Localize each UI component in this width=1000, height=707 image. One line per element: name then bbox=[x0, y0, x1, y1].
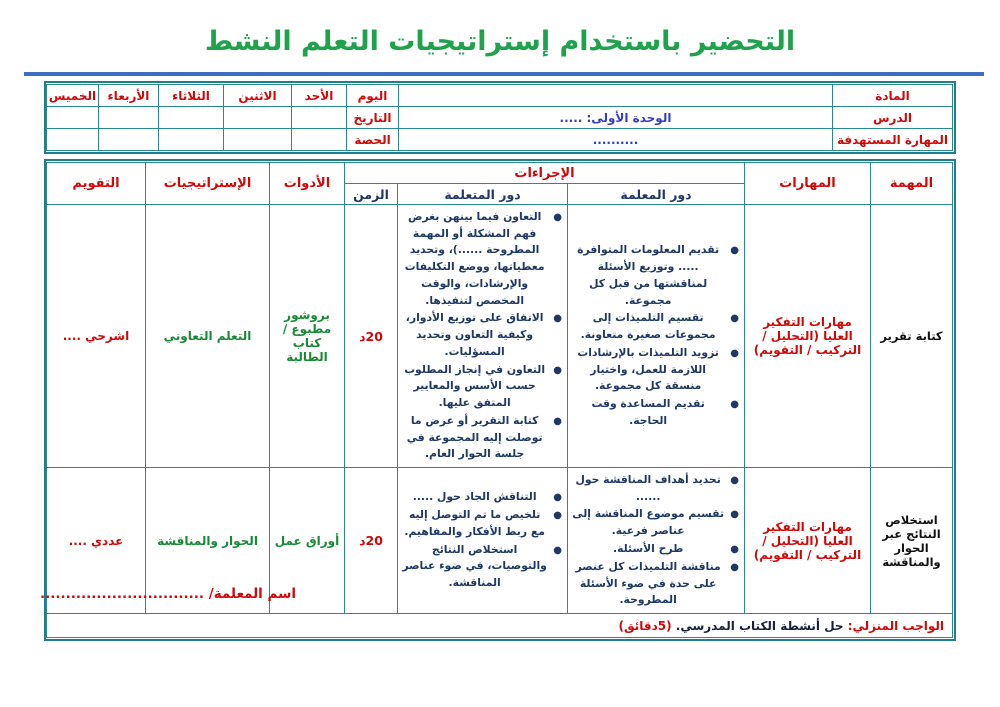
lesson-plan-table bbox=[39, 159, 956, 641]
period-cell bbox=[224, 129, 292, 151]
date-cell bbox=[47, 107, 99, 129]
unit-dots: .......... bbox=[399, 129, 833, 151]
teacher-name-line: اسم المعلمة/ ................................ bbox=[39, 586, 296, 602]
bullet-icon: ● bbox=[553, 212, 562, 223]
skills-cell: مهارات التفكير العليا (التحليل / التركيب / التقويم) bbox=[745, 205, 871, 468]
list-item: ● مناقشة التلميذات كل عنصر على حدة في ضوء الأسئلة المطروحة. bbox=[575, 559, 739, 607]
list-item: ● تقديم المعلومات المتوافرة ..... وتوزيع الأسئلة لمناقشتها من قبل كل مجموعة. bbox=[577, 243, 739, 307]
bullet-icon: ● bbox=[730, 245, 739, 257]
homework-label: الواجب المنزلي: bbox=[847, 618, 944, 633]
bullet-icon: ● bbox=[730, 543, 739, 555]
bullet-icon: ● bbox=[553, 492, 562, 504]
date-cell bbox=[159, 107, 224, 129]
bullet-icon: ● bbox=[553, 364, 562, 376]
task-cell: كتابة تقرير bbox=[871, 205, 953, 468]
list-item: ● تقسيم التلميذات إلى مجموعات صغيرة متعاونة. bbox=[580, 311, 739, 342]
list-item: ● تقديم المساعدة وقت الحاجة. bbox=[591, 397, 739, 427]
page-title: التحضير باستخدام إستراتيجيات التعلم النشط bbox=[204, 26, 796, 57]
teacher-role-cell bbox=[568, 468, 745, 614]
bullet-icon: ● bbox=[553, 313, 562, 325]
list-item: ● التناقش الجاد حول ..... bbox=[401, 489, 562, 506]
time-cell: 20د bbox=[345, 205, 398, 468]
task-cell: استخلاص النتائج عبر الحوار والمناقشة bbox=[871, 468, 953, 614]
day-sunday: الأحد bbox=[292, 85, 347, 107]
strategy-cell: الحوار والمناقشة bbox=[146, 468, 270, 614]
skills-cell: مهارات التفكير العليا (التحليل / التركيب / التقويم) bbox=[745, 468, 871, 614]
strategy-cell: التعلم التعاوني bbox=[146, 205, 270, 468]
subject-value-cell bbox=[399, 85, 833, 107]
period-label: الحصة bbox=[347, 129, 399, 151]
bullet-icon: ● bbox=[553, 544, 562, 556]
list-item: ● كتابة التقرير أو عرض ما توصلت إليه المجموعة في جلسة الحوار العام. bbox=[406, 413, 562, 461]
list-item: ● تلخيص ما تم التوصل إليه مع ربط الأفكار والمفاهيم. bbox=[404, 508, 562, 538]
day-tuesday: الثلاثاء bbox=[159, 85, 224, 107]
period-cell bbox=[159, 129, 224, 151]
lesson-label: الدرس bbox=[833, 107, 953, 129]
evaluation-cell: عددي .... bbox=[47, 468, 146, 614]
date-cell bbox=[292, 107, 347, 129]
title-underline bbox=[24, 72, 984, 76]
bullet-icon: ● bbox=[730, 561, 739, 573]
day-thursday: الخميس bbox=[47, 85, 99, 107]
homework-cell bbox=[47, 614, 953, 638]
tools-cell: بروشور مطبوع / كتاب الطالبة bbox=[270, 205, 345, 468]
list-item: ● الاتفاق على توزيع الأدوار، وكيفية التعاون وتحديد المسؤليات. bbox=[405, 311, 562, 358]
header-strategies: الإستراتيجيات bbox=[146, 163, 270, 205]
info-table bbox=[44, 81, 956, 154]
homework-text: حل أنشطة الكتاب المدرسي. bbox=[671, 618, 848, 633]
day-wednesday: الأربعاء bbox=[99, 85, 159, 107]
evaluation-cell: اشرحي .... bbox=[47, 205, 146, 468]
list-item: ● تقسيم موضوع المناقشة إلى عناصر فرعية. bbox=[572, 507, 739, 538]
date-cell bbox=[99, 107, 159, 129]
header-skills: المهارات bbox=[745, 163, 871, 205]
list-item: ● التعاون فيما بينهن بغرض فهم المشكلة أو المهمة المطروحة ......)، وتحديد معطياتها، ووضع التكليفات والإرشادات، والوقت المخصص لتنفيذها. bbox=[404, 210, 562, 307]
teacher-role-cell bbox=[568, 205, 745, 468]
learner-role-cell bbox=[398, 205, 568, 468]
header-learner-role: دور المتعلمة bbox=[398, 184, 568, 205]
header-teacher-role: دور المعلمة bbox=[568, 184, 745, 205]
tools-cell: أوراق عمل bbox=[270, 468, 345, 614]
period-cell bbox=[99, 129, 159, 151]
header-task: المهمة bbox=[871, 163, 953, 205]
header-tools: الأدوات bbox=[270, 163, 345, 205]
day-monday: الاثنين bbox=[224, 85, 292, 107]
list-item: ● تزويد التلميذات بالإرشادات اللازمة للعمل، واختيار منسقة كل مجموعة. bbox=[577, 345, 739, 393]
period-cell bbox=[292, 129, 347, 151]
period-cell bbox=[47, 129, 99, 151]
bullet-icon: ● bbox=[553, 510, 562, 522]
day-label: اليوم bbox=[347, 85, 399, 107]
homework-duration: (5دقائق) bbox=[618, 618, 672, 633]
table-row bbox=[47, 205, 953, 468]
learner-role-cell bbox=[398, 468, 568, 614]
bullet-icon: ● bbox=[730, 313, 739, 325]
header-procedures: الإجراءات bbox=[345, 163, 745, 184]
bullet-icon: ● bbox=[730, 347, 739, 359]
list-item: ● استخلاص النتائج والتوصيات، في ضوء عناصر المناقشة. bbox=[402, 542, 562, 590]
list-item: ● التعاون في إنجاز المطلوب حسب الأسس والمعايير المتفق عليها. bbox=[404, 362, 562, 410]
bullet-icon: ● bbox=[730, 475, 739, 487]
list-item: ● طرح الأسئلة. bbox=[571, 541, 739, 558]
bullet-icon: ● bbox=[730, 399, 739, 411]
bullet-icon: ● bbox=[553, 415, 562, 427]
bullet-icon: ● bbox=[730, 509, 739, 521]
homework-row bbox=[47, 614, 953, 638]
time-cell: 20د bbox=[345, 468, 398, 614]
unit-value: الوحدة الأولى: ..... bbox=[399, 107, 833, 129]
date-cell bbox=[224, 107, 292, 129]
subject-label: المادة bbox=[833, 85, 953, 107]
header-time: الزمن bbox=[345, 184, 398, 205]
date-label: التاريخ bbox=[347, 107, 399, 129]
list-item: ● تحديد أهداف المناقشة حول ...... bbox=[575, 473, 739, 503]
header-evaluation: التقويم bbox=[47, 163, 146, 205]
target-skill-label: المهارة المستهدفة bbox=[833, 129, 953, 151]
